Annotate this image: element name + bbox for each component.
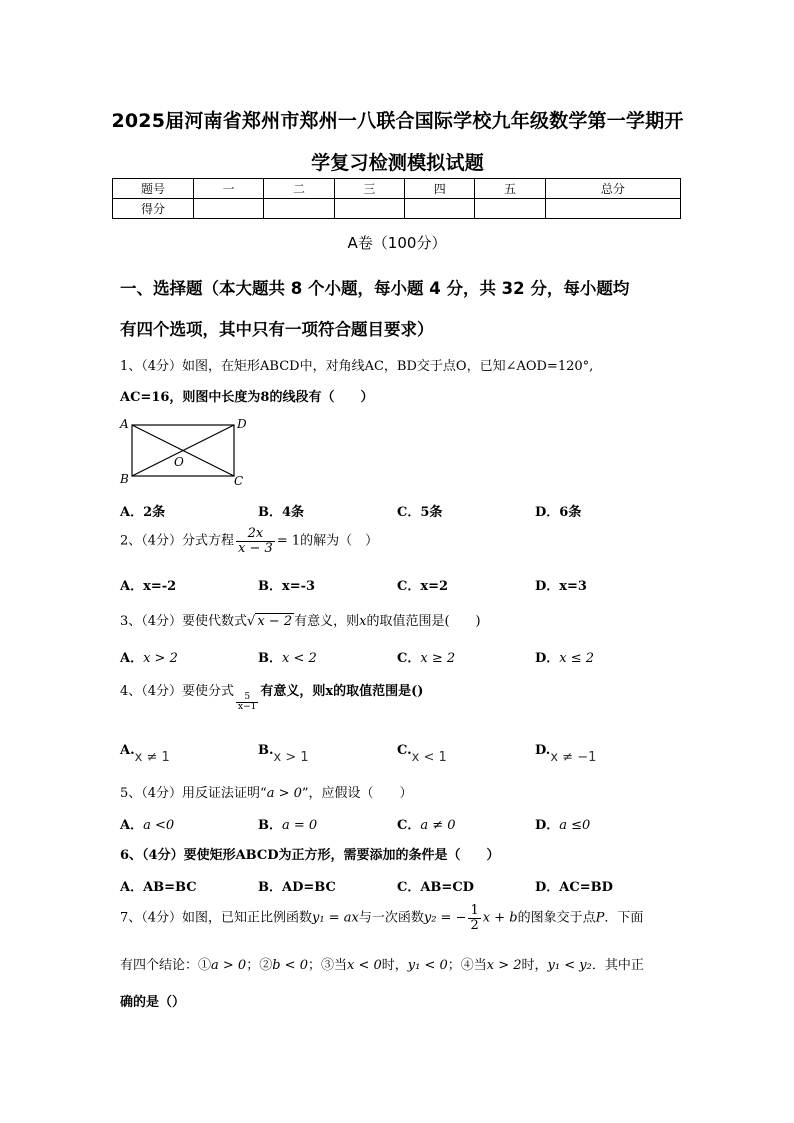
- q3-option-d-letter: D．: [535, 651, 560, 666]
- q3-option-c[interactable]: [397, 647, 455, 666]
- q4-option-a[interactable]: [120, 743, 170, 765]
- q3-suffix: 的取值范围是( ): [366, 614, 481, 629]
- q5-option-a[interactable]: [120, 814, 174, 833]
- q3-prefix: 3、（4分）要使代数式: [120, 614, 248, 629]
- header-cell: 总分: [545, 179, 680, 199]
- score-cell[interactable]: [264, 199, 334, 219]
- score-table: [112, 178, 681, 219]
- q5-option-a-expr: a <0: [143, 818, 175, 833]
- q7-p4: ．下面: [604, 910, 644, 926]
- q4-denominator: x−1: [238, 702, 257, 712]
- q5-text: [120, 782, 413, 801]
- q4-fraction: [236, 693, 258, 713]
- q7-p2: 与一次函数: [358, 910, 424, 926]
- q4-option-b-expr: x > 1: [273, 750, 309, 765]
- q1-option-b[interactable]: B．4条: [258, 505, 305, 520]
- score-cell[interactable]: [334, 199, 404, 219]
- q4-option-d-letter: D.: [535, 743, 551, 758]
- q2-prefix: 2、（4分）分式方程: [120, 533, 235, 549]
- q3-mid: 有意义，则: [294, 614, 360, 629]
- q7-c2: b < 0: [272, 958, 308, 973]
- rectangle-figure: [116, 414, 256, 490]
- q7-f2a: y₂ = −: [423, 910, 467, 926]
- q7-text-line-1: [120, 904, 643, 932]
- label-a: A: [120, 417, 129, 431]
- section-heading-line-2: 有四个选项，其中只有一项符合题目要求）: [120, 320, 434, 339]
- q7-p3: 的图象交于点: [517, 910, 596, 926]
- volume-heading: A卷（100分）: [347, 234, 447, 252]
- header-cell: 五: [475, 179, 545, 199]
- score-cell[interactable]: [194, 199, 264, 219]
- label-o: O: [174, 455, 184, 469]
- q5-prefix: 5、（4分）用反证法证明“: [120, 786, 267, 801]
- label-d: D: [237, 417, 247, 431]
- q3-option-a-expr: x > 2: [143, 651, 178, 666]
- q2-denominator: x − 3: [238, 540, 273, 556]
- q4-option-c[interactable]: [397, 743, 447, 765]
- q4-text: [120, 680, 423, 712]
- title-line-1: 2025届河南省郑州市郑州一八联合国际学校九年级数学第一学期开: [111, 110, 684, 132]
- q7-frac-den: 2: [470, 917, 479, 933]
- q4-option-b[interactable]: [258, 743, 309, 765]
- q4-prefix: 4、（4分）要使分式: [120, 684, 235, 699]
- score-table-header-row: [113, 179, 681, 199]
- label-c: C: [234, 474, 244, 488]
- q5-option-c-expr: a ≠ 0: [420, 818, 456, 833]
- q4-numerator: 5: [236, 693, 258, 703]
- q7-l2b: ；②: [246, 958, 273, 973]
- q7-l2f: 时，: [521, 958, 548, 973]
- q2-option-d[interactable]: D．x=3: [535, 579, 587, 594]
- score-cell[interactable]: [475, 199, 545, 219]
- q7-frac-num: 1: [470, 903, 479, 918]
- q5-option-d[interactable]: [535, 814, 590, 833]
- q2-option-b[interactable]: B．x=-3: [258, 579, 316, 594]
- q2-rhs: = 1: [276, 533, 301, 549]
- header-cell: 三: [334, 179, 404, 199]
- header-cell: 二: [264, 179, 334, 199]
- q4-option-d[interactable]: [535, 743, 597, 765]
- q3-option-a-letter: A．: [120, 651, 144, 666]
- q2-option-a[interactable]: A．x=-2: [120, 579, 177, 594]
- score-cell[interactable]: [405, 199, 475, 219]
- q4-suffix: 有意义，则x的取值范围是(): [260, 684, 424, 699]
- q7-l2a: 有四个结论：①: [120, 958, 212, 973]
- q4-option-c-letter: C.: [397, 743, 412, 758]
- q5-option-b-letter: B．: [258, 818, 282, 833]
- q2-text: [120, 527, 378, 555]
- q5-option-a-letter: A．: [120, 818, 144, 833]
- q7-fraction: [468, 904, 480, 932]
- q7-p1: 7、（4分）如图，已知正比例函数: [120, 910, 313, 926]
- q1-text-line-2: AC=16，则图中长度为8的线段有（ ）: [120, 390, 374, 405]
- q6-option-d[interactable]: D．AC=BD: [535, 880, 613, 895]
- q7-c4b: y₁ < y₂: [547, 958, 592, 973]
- q7-c3b: y₁ < 0: [407, 958, 448, 973]
- q7-c4a: x > 2: [486, 958, 522, 973]
- section-heading-line-1: 一、选择题（本大题共 8 个小题，每小题 4 分，共 32 分，每小题均: [120, 279, 630, 298]
- q3-option-d[interactable]: [535, 647, 594, 666]
- score-table-score-row: [113, 199, 681, 219]
- q2-fraction: [236, 527, 275, 555]
- q7-l2e: ；④当: [447, 958, 487, 973]
- q5-option-c[interactable]: [397, 814, 456, 833]
- q7-f2b: x + b: [482, 910, 518, 926]
- q7-f1: y₁ = ax: [312, 910, 359, 926]
- q1-text-line-1: 1、（4分）如图，在矩形ABCD中，对角线AC，BD交于点O，已知∠AOD=120°,: [120, 359, 594, 374]
- q5-option-b-expr: a = 0: [282, 818, 318, 833]
- title-line-2: 学复习检测模拟试题: [311, 152, 484, 174]
- q5-option-b[interactable]: [258, 814, 317, 833]
- header-cell: 一: [194, 179, 264, 199]
- q6-option-a[interactable]: A．AB=BC: [120, 880, 197, 895]
- q7-l2g: ．其中正: [591, 958, 644, 973]
- q3-option-b-letter: B．: [258, 651, 282, 666]
- q6-option-c[interactable]: C．AB=CD: [397, 880, 474, 895]
- q5-expr: a > 0: [266, 786, 302, 801]
- q7-l2d: 时，: [381, 958, 408, 973]
- q3-option-b-expr: x < 2: [282, 651, 317, 666]
- q4-option-d-expr: x ≠ −1: [550, 750, 597, 765]
- q3-option-b[interactable]: [258, 647, 317, 666]
- q6-text: 6、（4分）要使矩形ABCD为正方形，需要添加的条件是（ ）: [120, 848, 500, 863]
- q7-c3a: x < 0: [346, 958, 382, 973]
- score-cell[interactable]: [545, 199, 680, 219]
- q3-option-c-expr: x ≥ 2: [420, 651, 456, 666]
- q7-point: P: [595, 910, 605, 926]
- q6-option-b[interactable]: B．AD=BC: [258, 880, 336, 895]
- header-cell: 四: [405, 179, 475, 199]
- q2-suffix: 的解为（ ）: [300, 533, 379, 549]
- label-b: B: [120, 472, 129, 486]
- q3-option-a[interactable]: [120, 647, 178, 666]
- q7-text-line-2: [120, 954, 644, 973]
- q5-option-d-expr: a ≤0: [559, 818, 591, 833]
- q1-option-c[interactable]: C．5条: [397, 505, 443, 520]
- header-cell: 题号: [113, 179, 194, 199]
- q3-option-c-letter: C．: [397, 651, 421, 666]
- q5-option-d-letter: D．: [535, 818, 560, 833]
- q3-option-d-expr: x ≤ 2: [559, 651, 595, 666]
- q1-option-a[interactable]: A．2条: [120, 505, 166, 520]
- q3-var: x: [359, 614, 367, 629]
- q4-option-b-letter: B.: [258, 743, 274, 758]
- q4-option-a-expr: x ≠ 1: [134, 750, 170, 765]
- q2-numerator: 2x: [236, 527, 275, 542]
- q7-text-line-3: 确的是（）: [120, 995, 186, 1010]
- q4-option-a-letter: A.: [120, 743, 135, 758]
- q7-c1: a > 0: [211, 958, 247, 973]
- q3-text: [120, 610, 481, 629]
- q4-option-c-expr: x < 1: [411, 750, 447, 765]
- q3-radicand: x − 2: [257, 614, 293, 629]
- q5-option-c-letter: C．: [397, 818, 421, 833]
- q2-option-c[interactable]: C．x=2: [397, 579, 449, 594]
- q5-suffix: ”，应假设（ ）: [301, 786, 413, 801]
- sqrt-sign: √: [247, 614, 256, 629]
- row-label-cell: 得分: [113, 199, 194, 219]
- q1-option-d[interactable]: D．6条: [535, 505, 582, 520]
- q7-l2c: ；③当: [307, 958, 347, 973]
